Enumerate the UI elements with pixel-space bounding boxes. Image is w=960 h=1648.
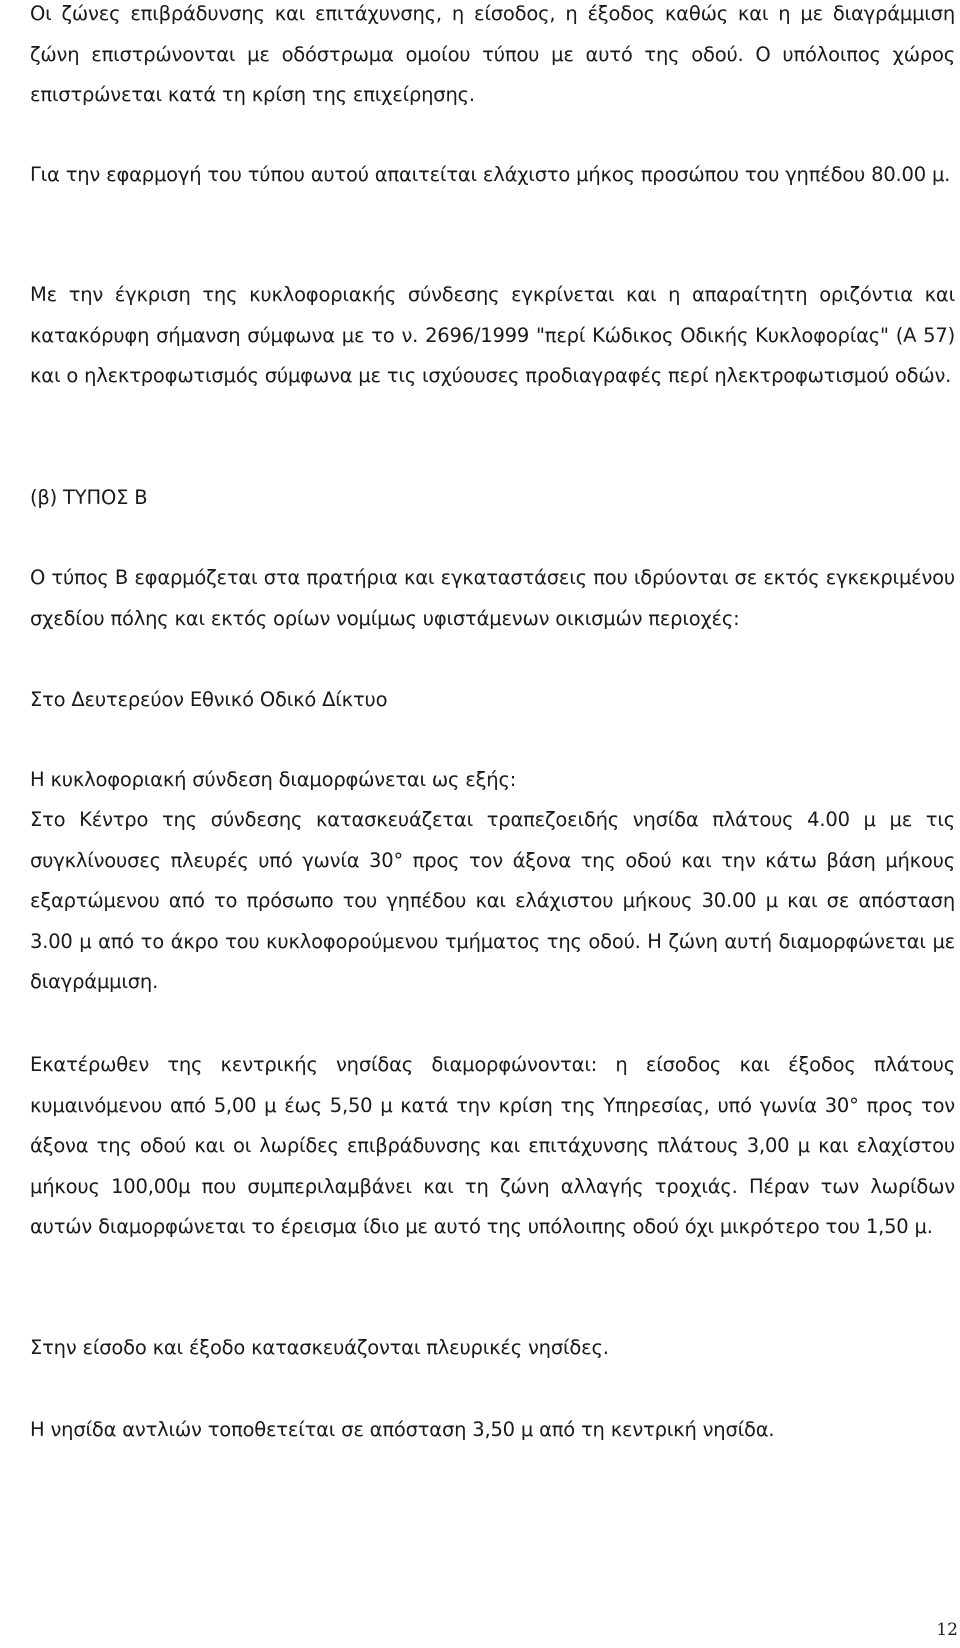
paragraph-min-frontage: Για την εφαρμογή του τύπου αυτού απαιτείται ελάχιστο μήκος προσώπου του γηπέδου 80.00 μ. (30, 163, 951, 186)
section-heading-type-b: (β) ΤΥΠΟΣ Β (30, 486, 148, 509)
paragraph-type-b-scope: Ο τύπος Β εφαρμόζεται στα πρατήρια και εγκαταστάσεις που ιδρύονται σε εκτός εγκεκριμένου σχεδίου πόλης και εκτός ορίων νομίμως υφιστάμενων οικισμών περιοχές: (30, 566, 955, 630)
paragraph-pump-island: Η νησίδα αντλιών τοποθετείται σε απόσταση 3,50 μ από τη κεντρική νησίδα. (30, 1418, 775, 1441)
paragraph-lane-paving: Οι ζώνες επιβράδυνσης και επιτάχυνσης, η είσοδος, η έξοδος καθώς και η με διαγράμμιση ζώνη επιστρώνονται με οδόστρωμα ομοίου τύπου με αυτό της οδού. Ο υπόλοιπος χώρος επιστρώνεται κατά τη κρίση της επιχείρησης. (30, 2, 955, 107)
page-number: 12 (936, 1620, 958, 1640)
paragraph-side-islands: Στην είσοδο και έξοδο κατασκευάζονται πλευρικές νησίδες. (30, 1336, 609, 1359)
paragraph-entrance-exit-lanes: Εκατέρωθεν της κεντρικής νησίδας διαμορφώνονται: η είσοδος και έξοδος πλάτους κυμαινόμενου από 5,00 μ έως 5,50 μ κατά την κρίση της Υπηρεσίας, υπό γωνία 30° προς τον άξονα της οδού και οι λωρίδες επιβράδυνσης και επιτάχυνσης πλάτους 3,00 μ και ελαχίστου μήκους 100,00μ που συμπεριλαμβάνει και τη ζώνη αλλαγής τροχιάς. Πέραν των λωρίδων αυτών διαμορφώνεται το έρεισμα ίδιο με αυτό της υπόλοιπης οδού όχι μικρότερο του 1,50 μ. (30, 1053, 955, 1239)
paragraph-connection-intro: Η κυκλοφοριακή σύνδεση διαμορφώνεται ως εξής: (30, 768, 517, 791)
paragraph-central-island: Στο Κέντρο της σύνδεσης κατασκευάζεται τραπεζοειδής νησίδα πλάτους 4.00 μ με τις συγκλίνουσες πλευρές υπό γωνία 30° προς τον άξονα της οδού και την κάτω βάση μήκους εξαρτώμενου από το πρόσωπο του γηπέδου και ελάχιστου μήκους 30.00 μ και σε απόσταση 3.00 μ από το άκρο του κυκλοφορούμενου τμήματος της οδού. Η ζώνη αυτή διαμορφώνεται με διαγράμμιση. (30, 808, 955, 994)
subheading-secondary-network: Στο Δευτερεύον Εθνικό Οδικό Δίκτυο (30, 688, 388, 711)
paragraph-signage-approval: Με την έγκριση της κυκλοφοριακής σύνδεσης εγκρίνεται και η απαραίτητη οριζόντια και κατακόρυφη σήμανση σύμφωνα με το ν. 2696/1999 "περί Κώδικος Οδικής Κυκλοφορίας" (Α 57) και ο ηλεκτροφωτισμός σύμφωνα με τις ισχύουσες προδιαγραφές περί ηλεκτροφωτισμού οδών. (30, 283, 955, 388)
